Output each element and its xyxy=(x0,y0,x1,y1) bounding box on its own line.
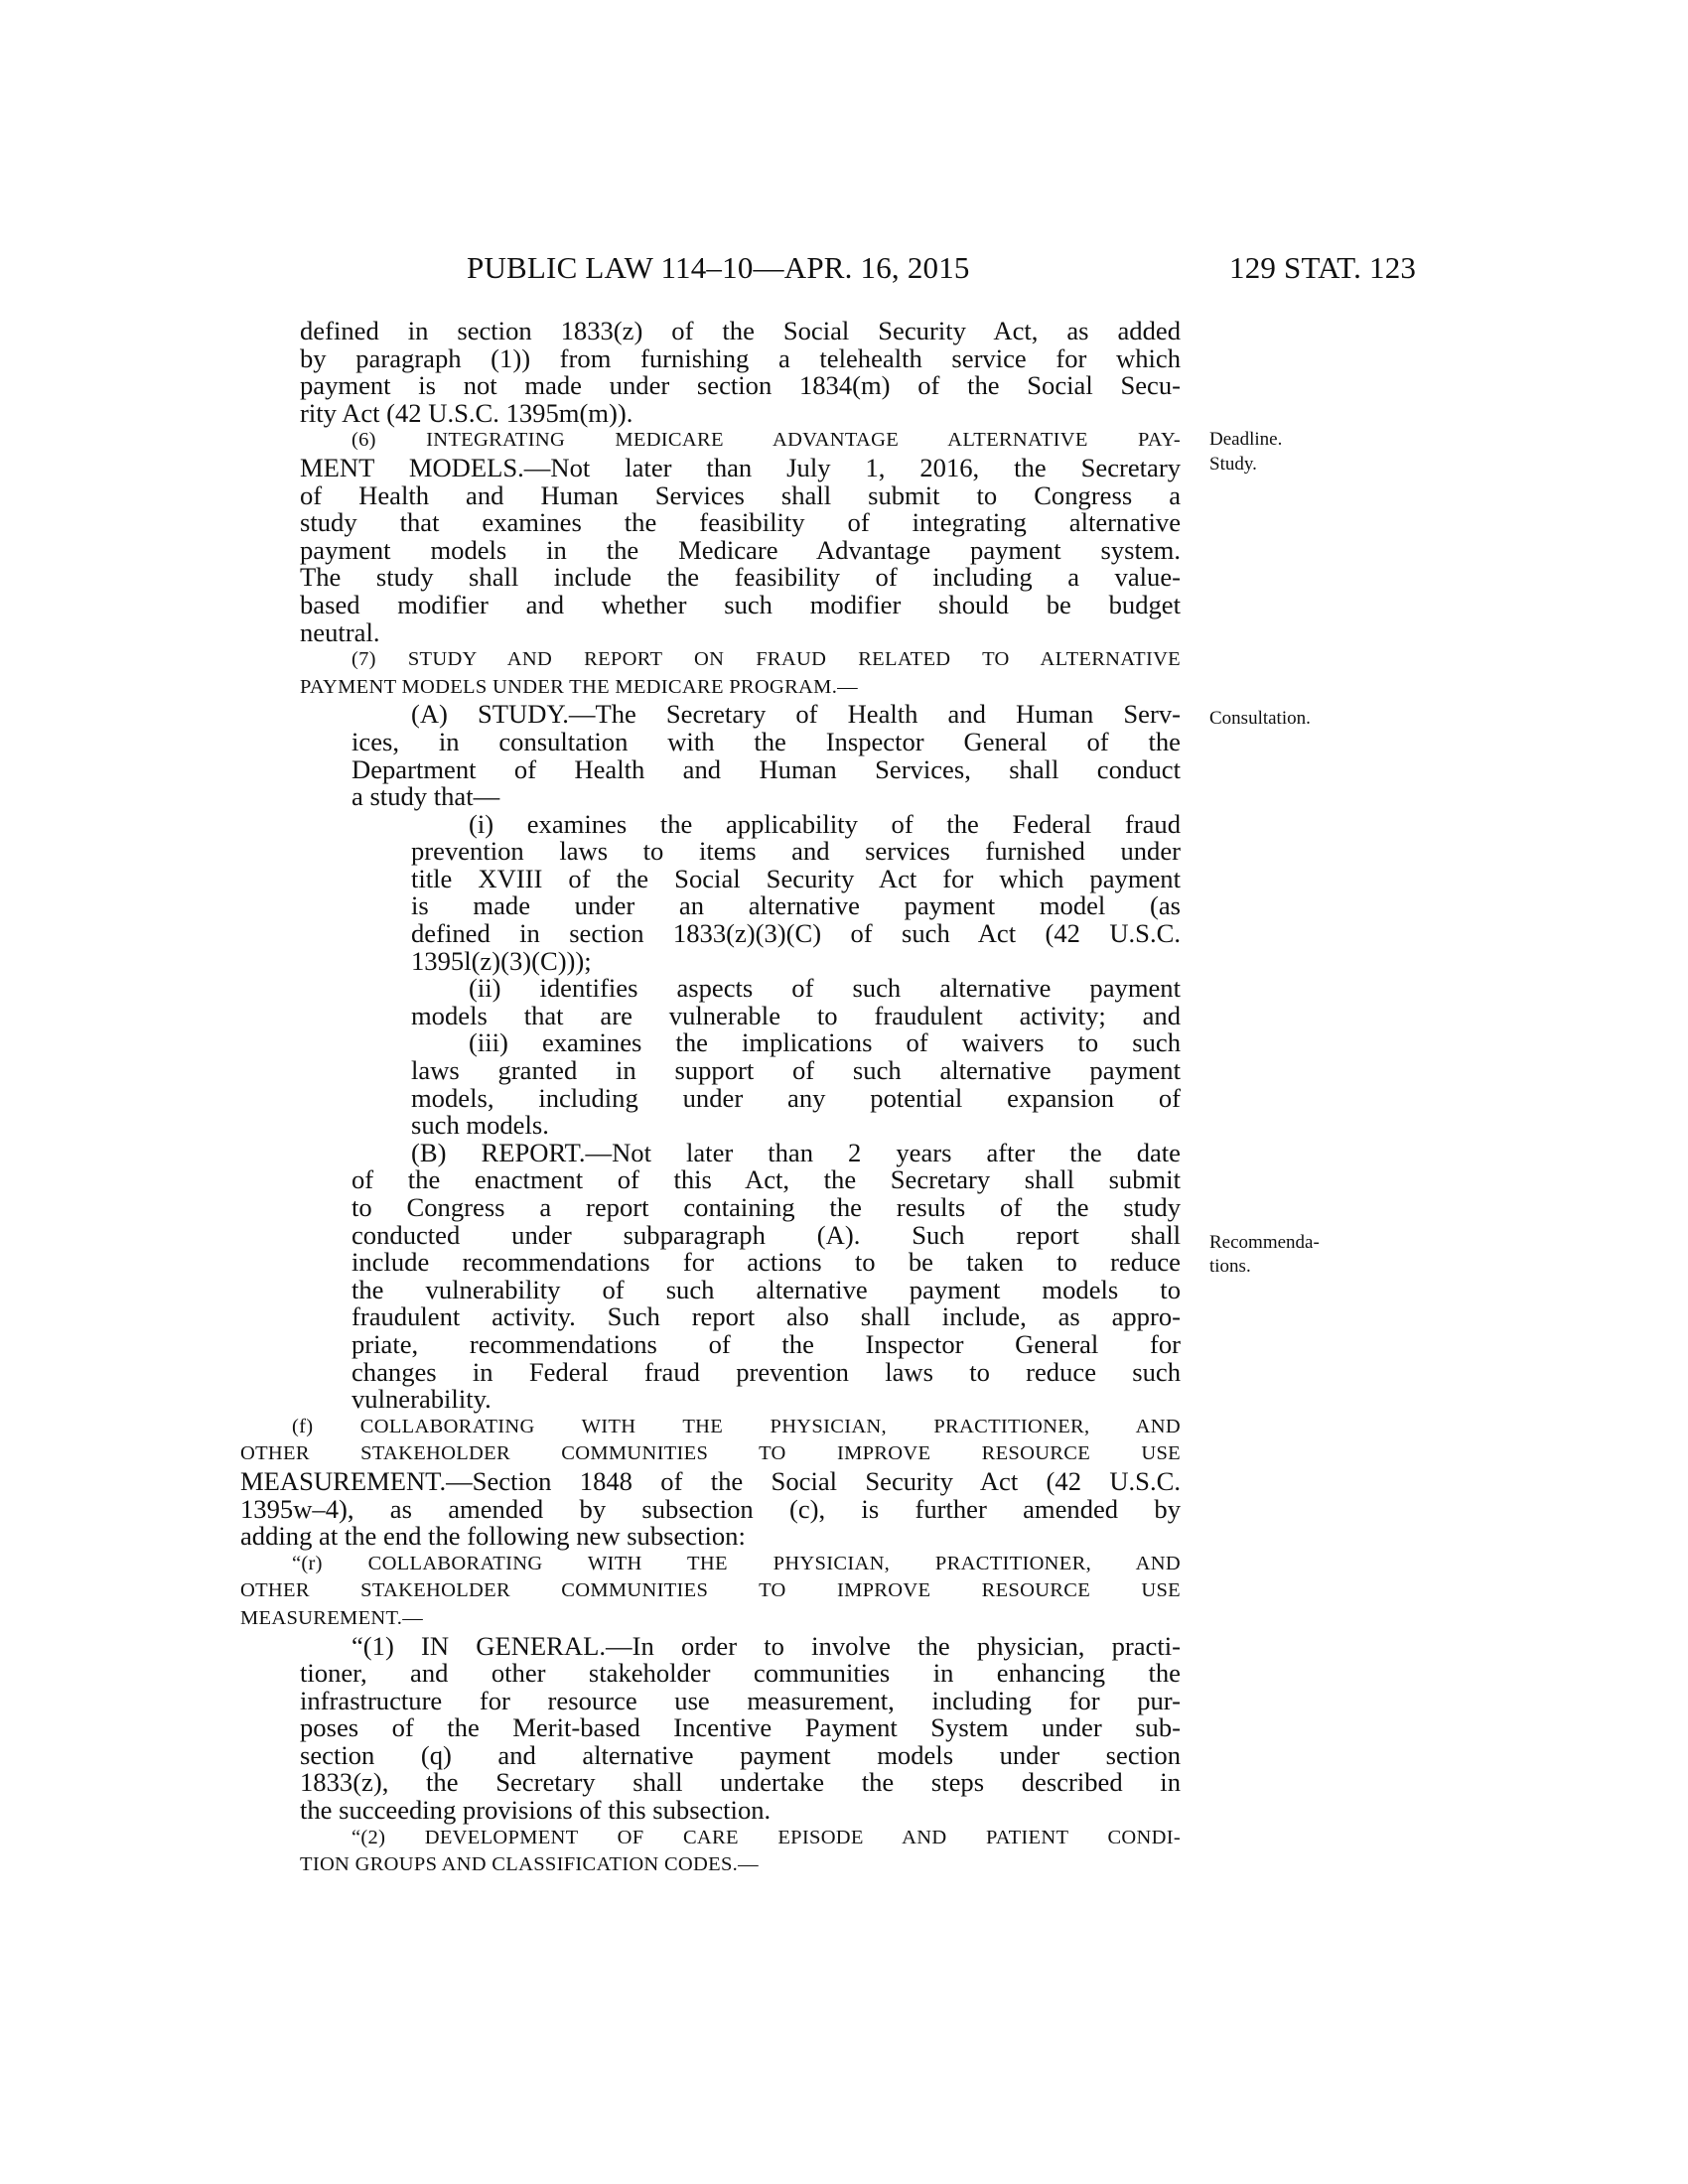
text-line: priate, recommendations of the Inspector General for xyxy=(352,1328,1181,1359)
text-line: by paragraph (1)) from furnishing a telehealth service for which xyxy=(300,342,1181,373)
text-line: include recommendations for actions to be taken to reduce xyxy=(352,1247,1181,1278)
section-heading-7: (7) STUDY AND REPORT ON FRAUD RELATED TO ALTERNATIVE xyxy=(352,648,1181,671)
text-line: the vulnerability of such alternative payment models to xyxy=(352,1274,1181,1304)
text-line: conducted under subparagraph (A). Such report shall xyxy=(352,1219,1181,1250)
text-line: infrastructure for resource use measurement, including for pur- xyxy=(300,1685,1181,1715)
text-line: fraudulent activity. Such report also shall include, as appro- xyxy=(352,1301,1181,1332)
body-text xyxy=(240,316,1181,1879)
text-line: 1833(z), the Secretary shall undertake the steps described in xyxy=(300,1767,1181,1798)
text-line: title XVIII of the Social Security Act for which payment xyxy=(411,863,1181,893)
subsection-heading-r-cont: OTHER STAKEHOLDER COMMUNITIES TO IMPROVE RESOURCE USE xyxy=(240,1579,1181,1602)
text-line: Department of Health and Human Services, shall conduct xyxy=(352,753,1181,784)
text-line: models, including under any potential expansion of xyxy=(411,1082,1181,1113)
text-line: such models. xyxy=(411,1110,549,1141)
text-line: based modifier and whether such modifier should be budget xyxy=(300,589,1181,619)
text-line: ices, in consultation with the Inspector General of the xyxy=(352,726,1181,756)
text-line: (iii) examines the implications of waivers to such xyxy=(469,1027,1181,1058)
text-line: tioner, and other stakeholder communities in enhancing the xyxy=(300,1658,1181,1689)
text-line: section (q) and alternative payment models under section xyxy=(300,1739,1181,1770)
paragraph-heading-2: “(2) DEVELOPMENT OF CARE EPISODE AND PATIENT CONDI- xyxy=(352,1826,1181,1848)
margin-note-recommendations-cont: tions. xyxy=(1209,1256,1251,1277)
running-header-title: PUBLIC LAW 114–10—APR. 16, 2015 xyxy=(467,250,970,285)
subsection-heading-r-end: MEASUREMENT.— xyxy=(240,1606,424,1629)
text-line: The study shall include the feasibility of including a value- xyxy=(300,562,1181,593)
text-line: prevention laws to items and services furnished under xyxy=(411,836,1181,867)
text-line: payment is not made under section 1834(m) of the Social Secu- xyxy=(300,370,1181,401)
text-line: to Congress a report containing the results of the study xyxy=(352,1192,1181,1222)
text-line: laws granted in support of such alternative payment xyxy=(411,1055,1181,1086)
text-line: is made under an alternative payment model (as xyxy=(411,890,1181,921)
text-line: models that are vulnerable to fraudulent activity; and xyxy=(411,1000,1181,1030)
subsection-heading-f: (f) COLLABORATING WITH THE PHYSICIAN, PRACTITIONER, AND xyxy=(292,1415,1181,1437)
text-line: MENT MODELS.—Not later than July 1, 2016, the Secretary xyxy=(300,452,1181,482)
paragraph-heading-2-cont: TION GROUPS AND CLASSIFICATION CODES.— xyxy=(300,1853,759,1876)
text-line: MEASUREMENT.—Section 1848 of the Social Security Act (42 U.S.C. xyxy=(240,1465,1181,1496)
text-line: defined in section 1833(z) of the Social Security Act, as added xyxy=(300,316,1181,345)
text-line: (B) REPORT.—Not later than 2 years after the date xyxy=(411,1137,1181,1167)
text-line: the succeeding provisions of this subsection. xyxy=(300,1795,772,1826)
text-line: poses of the Merit-based Incentive Payment System under sub- xyxy=(300,1712,1181,1743)
text-line: adding at the end the following new subsection: xyxy=(240,1521,746,1552)
text-line: study that examines the feasibility of integrating alternative xyxy=(300,507,1181,538)
text-line: “(1) IN GENERAL.—In order to involve the physician, practi- xyxy=(352,1630,1181,1661)
text-line: 1395w–4), as amended by subsection (c), is further amended by xyxy=(240,1493,1181,1524)
text-line: neutral. xyxy=(300,616,380,647)
subsection-heading-r: “(r) COLLABORATING WITH THE PHYSICIAN, PRACTITIONER, AND xyxy=(292,1552,1181,1574)
subsection-heading-f-cont: OTHER STAKEHOLDER COMMUNITIES TO IMPROVE RESOURCE USE xyxy=(240,1442,1181,1465)
margin-note-deadline: Deadline. xyxy=(1209,429,1283,450)
text-line: vulnerability. xyxy=(352,1384,492,1415)
text-line: 1395l(z)(3)(C))); xyxy=(411,945,592,976)
section-heading-6: (6) INTEGRATING MEDICARE ADVANTAGE ALTERNATIVE PAY- xyxy=(352,429,1181,452)
text-line: a study that— xyxy=(352,781,500,812)
text-line: payment models in the Medicare Advantage payment system. xyxy=(300,534,1181,565)
text-line: of the enactment of this Act, the Secretary shall submit xyxy=(352,1164,1181,1195)
text-line: defined in section 1833(z)(3)(C) of such Act (42 U.S.C. xyxy=(411,918,1181,949)
text-line: (A) STUDY.—The Secretary of Health and Human Serv- xyxy=(411,699,1181,730)
section-heading-7-cont: PAYMENT MODELS UNDER THE MEDICARE PROGRAM.— xyxy=(300,675,858,698)
margin-note-study: Study. xyxy=(1209,454,1257,475)
text-line: of Health and Human Services shall submit to Congress a xyxy=(300,479,1181,510)
margin-note-consultation: Consultation. xyxy=(1209,708,1311,729)
margin-note-recommendations: Recommenda- xyxy=(1209,1232,1320,1253)
text-line: changes in Federal fraud prevention laws to reduce such xyxy=(352,1356,1181,1387)
page-citation: 129 STAT. 123 xyxy=(1229,250,1417,285)
text-line: (ii) identifies aspects of such alternative payment xyxy=(469,973,1181,1004)
text-line: rity Act (42 U.S.C. 1395m(m)). xyxy=(300,397,633,428)
text-line: (i) examines the applicability of the Federal fraud xyxy=(469,808,1181,839)
